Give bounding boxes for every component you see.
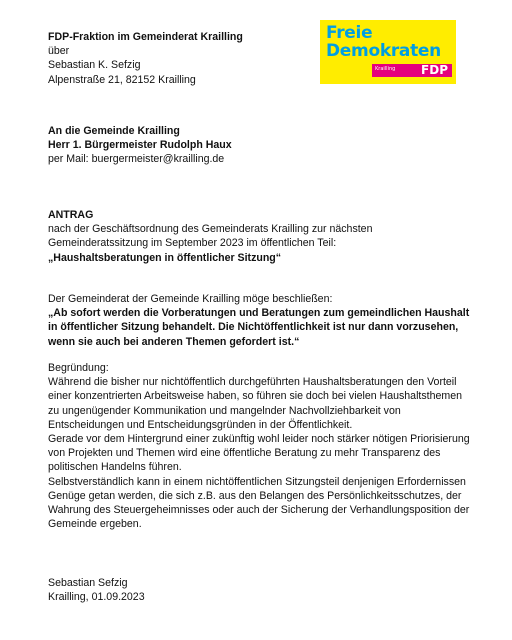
sender-address: Alpenstraße 21, 82152 Krailling: [48, 73, 196, 86]
reasoning-line: Während die bisher nur nichtöffentlich durchgeführten Haushaltsberatungen den Vorteil: [48, 376, 457, 389]
fdp-logo: [320, 20, 456, 84]
signature-place-date: Krailling, 01.09.2023: [48, 591, 145, 604]
reasoning-line: Selbstverständlich kann in einem nichtöffentlichen Sitzungsteil denjenigen Erfordernissen: [48, 475, 466, 488]
logo-text-demokraten: Demokraten: [326, 41, 441, 61]
signature-block: [48, 576, 145, 604]
reasoning-line: Gemeinde ergeben.: [48, 518, 142, 531]
motion-text-line: „Ab sofort werden die Vorberatungen und Beratungen zum gemeindlichen Haushalt: [48, 307, 470, 320]
reasoning-line: Wahrung des Steuergeheimnisses oder auch der Sicherung der Verhandlungsposition der: [48, 504, 470, 517]
antrag-line: Gemeinderatssitzung im September 2023 im öffentlichen Teil:: [48, 237, 337, 250]
antrag-title: „Haushaltsberatungen in öffentlicher Sitzung“: [48, 251, 282, 264]
motion-block: [48, 292, 469, 349]
reasoning-heading: Begründung:: [48, 362, 109, 374]
reasoning-line: politischen Handelns führen.: [48, 461, 182, 474]
motion-text-line: wenn sie auch bei anderen Themen gefordert ist.“: [48, 335, 300, 348]
sender-name: Sebastian K. Sefzig: [48, 59, 141, 72]
logo-text-krailling: Krailling: [375, 66, 396, 72]
reasoning-line: von Projekten und Themen wird eine öffentliche Beratung zu mehr Transparenz des: [48, 447, 441, 460]
recipient-email: per Mail: buergermeister@krailling.de: [48, 153, 225, 166]
logo-bar: [372, 64, 452, 77]
reasoning-line: Genüge getan werden, die sich z.B. aus den Belangen des Persönlichkeitsschutzes, der: [48, 489, 462, 502]
reasoning-line: Entscheidungen und Entscheidungsgründen in der Öffentlichkeit.: [48, 418, 353, 431]
antrag-block: [48, 208, 372, 265]
logo-text-fdp: FDP: [421, 63, 448, 77]
logo-text-freie: Freie: [326, 23, 373, 43]
recipient-block: [48, 124, 232, 167]
recipient-municipality: An die Gemeinde Krailling: [48, 125, 180, 137]
signature-name: Sebastian Sefzig: [48, 577, 128, 589]
reasoning-line: zu ungenügender Kommunikation und mangelnder Nachvollziehbarkeit von: [48, 404, 401, 417]
recipient-mayor: Herr 1. Bürgermeister Rudolph Haux: [48, 139, 232, 152]
sender-block: [48, 30, 243, 87]
motion-intro: Der Gemeinderat der Gemeinde Krailling möge beschließen:: [48, 293, 333, 305]
reasoning-line: einer konzentrierten Arbeitsweise haben, so führen sie doch bei vielen Haushaltsthemen: [48, 390, 462, 403]
antrag-line: nach der Geschäftsordnung des Gemeinderats Krailling zur nächsten: [48, 223, 373, 236]
reasoning-block: [48, 361, 470, 531]
motion-text-line: in öffentlicher Sitzung behandelt. Die Nichtöffentlichkeit ist nur dann vorzusehen,: [48, 321, 459, 334]
antrag-heading: ANTRAG: [48, 209, 94, 221]
reasoning-line: Gerade vor dem Hintergrund einer zukünftig wohl leider noch stärker nötigen Priorisierung: [48, 433, 470, 446]
sender-organization: FDP-Fraktion im Gemeinderat Krailling: [48, 31, 243, 43]
sender-via: über: [48, 45, 70, 58]
